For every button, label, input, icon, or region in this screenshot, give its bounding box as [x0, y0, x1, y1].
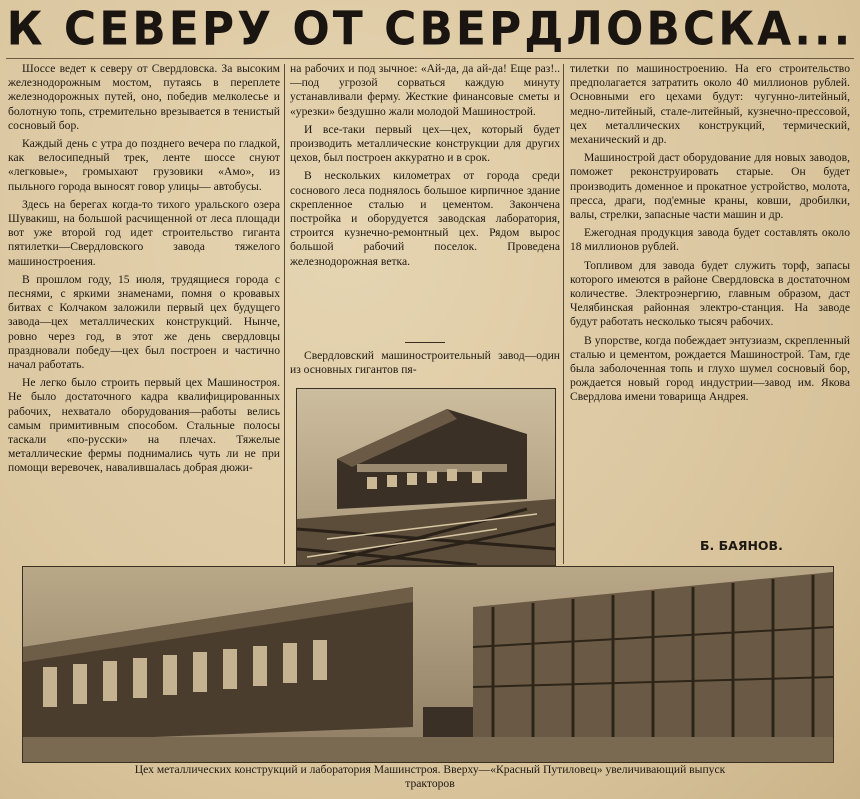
- article-column-3: [570, 62, 850, 562]
- factory-photo-large: [22, 566, 834, 763]
- column-divider: [563, 64, 564, 564]
- photo-caption-small: [290, 342, 560, 377]
- paragraph: В прошлом году, 15 июля, трудящиеся города с песнями, с яркими знаменами, помня о кровавых битвах с Колчаком заложили первый цех будущего завода—цех металлических конструкций. Нынче, ровно через год, в этот же день свердловцы праздновали победу—цех был построен и частично начал работать.: [8, 272, 280, 372]
- paragraph: Здесь на берегах когда-то тихого уральского озера Шувакиш, на большой расчищенной от леса площади вот уже второй год идет строительство гиганта пятилетки—Свердловского завода тяжелого машиностроения.: [8, 197, 280, 268]
- paragraph: В упорстве, когда побеждает энтузиазм, скрепленный сталью и цементом, рождается Машинострой. Там, где была заболоченная топь и глухо шумел сосновый бор, рождается новый город индустрии—завод им. Якова Свердлова имени товарища Андрея.: [570, 333, 850, 404]
- caption-rule: [405, 342, 445, 343]
- paragraph: Каждый день с утра до позднего вечера по гладкой, как велосипедный трек, ленте шоссе снуют «легковые», громыхают грузовики «Амо», из пыльного города выносят говор улицы— автобусы.: [8, 137, 280, 193]
- caption-text: Свердловский машиностроительный завод—один из основных гигантов пя-: [290, 349, 560, 377]
- paragraph: на рабочих и под зычное: «Ай-да, да ай-да! Еще раз!..—под угрозой сорваться каждую минуту устанавливали ферму. Жесткие финансовые сметы и «урезки» бездушно жали молодой Машинострой.: [290, 62, 560, 118]
- construction-site-illustration: [23, 567, 833, 762]
- paragraph: Ежегодная продукция завода будет составлять около 18 миллионов рублей.: [570, 226, 850, 254]
- paragraph: В нескольких километрах от города среди соснового леса поднялось большое кирпичное здание скрепленное сталью и цементом. Закончена постройка и оборудуется заводская лаборатория, строится кузнечно-ремонтный цех. Рядом вырос большой рабочий поселок. Проведена железнодорожная ветка.: [290, 169, 560, 268]
- author-signature: Б. БАЯНОВ.: [700, 538, 783, 553]
- paragraph: тилетки по машиностроению. На его строительство предполагается затратить около 40 миллионов рублей. Основными его цехами будут: чугунно-литейный, медно-литейный, стале-литейный, кузнечно-прессовой, цех металлических конструкций, термический, механический и др.: [570, 62, 850, 147]
- article-column-2: [290, 62, 560, 342]
- column-divider: [284, 64, 285, 564]
- factory-photo-small: [296, 388, 556, 566]
- paragraph: И все-таки первый цех—цех, который будет производить металлические конструкции для других цехов, был построен аккуратно и в срок.: [290, 122, 560, 165]
- headline: К СЕВЕРУ ОТ СВЕРДЛОВСКА...: [6, 2, 854, 57]
- paragraph: Шоссе ведет к северу от Свердловска. За высоким железнодорожным мостом, путаясь в переплете железнодорожных путей, оно, победив мелколесье и болотную топь, стремительно врезывается в тенистый сосновый бор.: [8, 62, 280, 132]
- paragraph: Не легко было строить первый цех Машиностроя. Не было достаточного кадра квалифицированных рабочих, нехватало оборудования—работы велись самым примитивным способом. Стальные полосы таскали «по-русски» на плечах. Тяжелые металлические фермы поднимались чуть ли не при помощи веревочек, навалившалась добрая дюжи-: [8, 376, 280, 475]
- factory-building-illustration: [297, 389, 555, 565]
- paragraph: Топливом для завода будет служить торф, запасы которого имеются в районе Свердловска в достаточном количестве. Электроэнергию, главным образом, даст Челябинская районная электро-станция. На заводе будут работать несколько тысяч рабочих.: [570, 258, 850, 329]
- headline-rule: [6, 58, 854, 59]
- article-column-1: [8, 62, 280, 562]
- bottom-photo-caption: Цех металлических конструкций и лаборатория Машинстроя. Вверху—«Красный Путиловец» увеличивающий выпуск тракторов: [134, 763, 726, 790]
- paragraph: Машинострой даст оборудование для новых заводов, поможет реконструировать старые. Он будет производить доменное и прокатное устройство, молота, пресса, драги, под'емные краны, ковши, дробилки, валы, стрелки, запасные части машин и др.: [570, 151, 850, 222]
